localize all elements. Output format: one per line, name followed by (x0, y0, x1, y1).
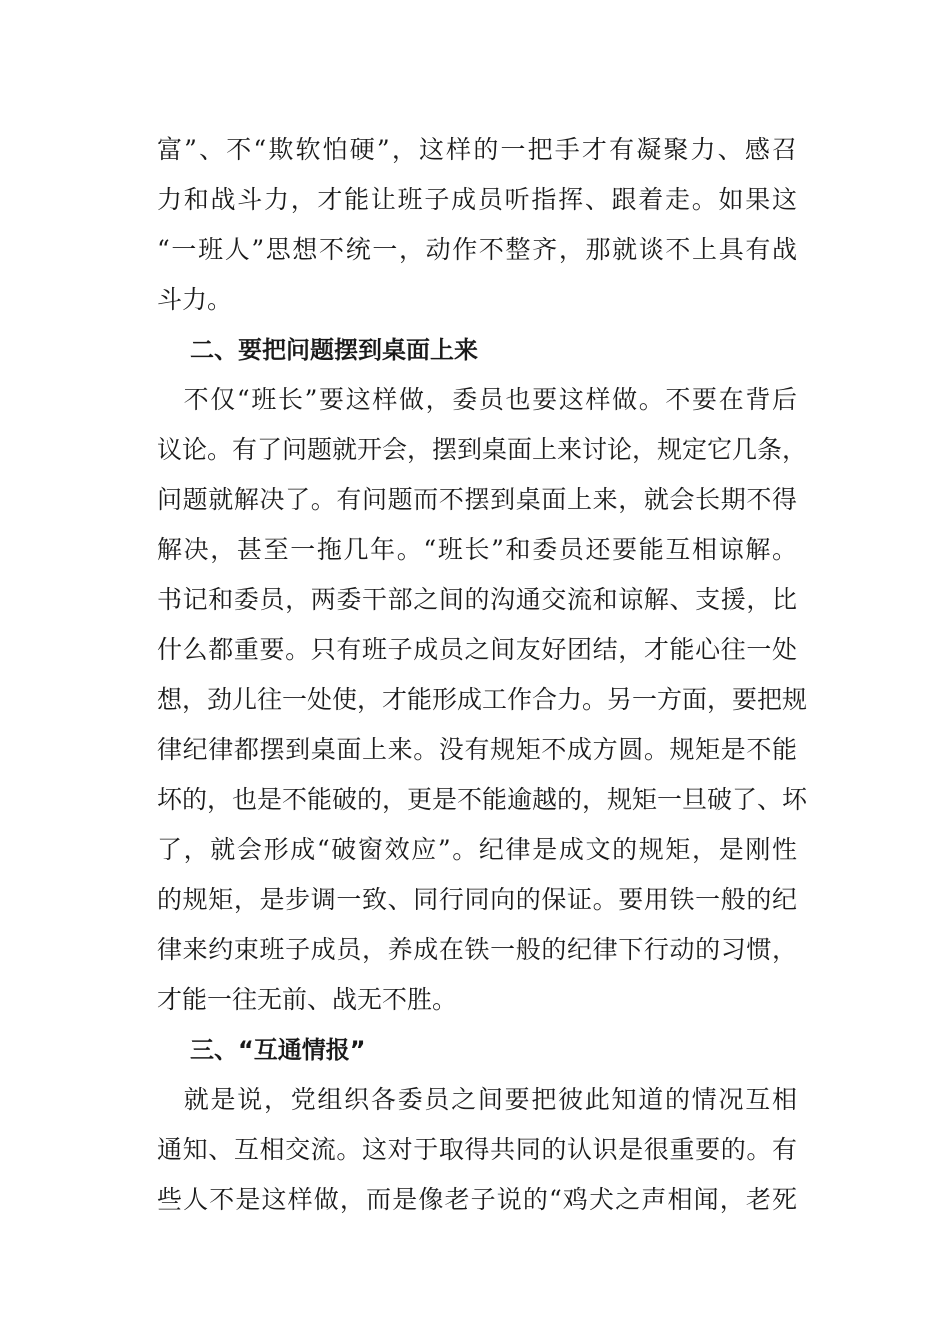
paragraph-2-line-4: 解决，甚至一拖几年。“班长”和委员还要能互相谅解。 (157, 535, 797, 564)
paragraph-1-line-4: 斗力。 (157, 285, 233, 314)
paragraph-1-line-2: 力和战斗力，才能让班子成员听指挥、跟着走。如果这 (157, 185, 797, 214)
section-heading-2: 二、要把问题摆到桌面上来 (190, 336, 478, 364)
paragraph-2-line-6: 什么都重要。只有班子成员之间友好团结，才能心往一处 (157, 635, 797, 664)
paragraph-2-line-13: 才能一往无前、战无不胜。 (157, 985, 458, 1014)
paragraph-2-line-8: 律纪律都摆到桌面上来。没有规矩不成方圆。规矩是不能 (157, 735, 797, 764)
paragraph-3-line-1: 就是说，党组织各委员之间要把彼此知道的情况互相 (157, 1085, 797, 1114)
paragraph-2-line-10: 了，就会形成“破窗效应”。纪律是成文的规矩，是刚性 (157, 835, 797, 864)
section-heading-3: 三、“互通情报” (190, 1036, 366, 1064)
paragraph-2-line-7: 想，劲儿往一处使，才能形成工作合力。另一方面，要把规 (157, 685, 808, 714)
paragraph-2-line-1: 不仅“班长”要这样做，委员也要这样做。不要在背后 (157, 385, 797, 414)
paragraph-2-line-12: 律来约束班子成员，养成在铁一般的纪律下行动的习惯， (157, 935, 797, 964)
paragraph-1-line-1: 富”、不“欺软怕硬”，这样的一把手才有凝聚力、感召 (157, 135, 797, 164)
paragraph-2-line-5: 书记和委员，两委干部之间的沟通交流和谅解、支援，比 (157, 585, 797, 614)
paragraph-1-line-3: “一班人”思想不统一，动作不整齐，那就谈不上具有战 (157, 235, 797, 264)
paragraph-2-line-3: 问题就解决了。有问题而不摆到桌面上来，就会长期不得 (157, 485, 797, 514)
paragraph-3-line-2: 通知、互相交流。这对于取得共同的认识是很重要的。有 (157, 1135, 797, 1164)
paragraph-3-line-3: 些人不是这样做，而是像老子说的“鸡犬之声相闻，老死 (157, 1185, 797, 1214)
paragraph-2-line-9: 坏的，也是不能破的，更是不能逾越的，规矩一旦破了、坏 (157, 785, 808, 814)
paragraph-2-line-2: 议论。有了问题就开会，摆到桌面上来讨论，规定它几条， (157, 435, 808, 464)
paragraph-2-line-11: 的规矩，是步调一致、同行同向的保证。要用铁一般的纪 (157, 885, 797, 914)
